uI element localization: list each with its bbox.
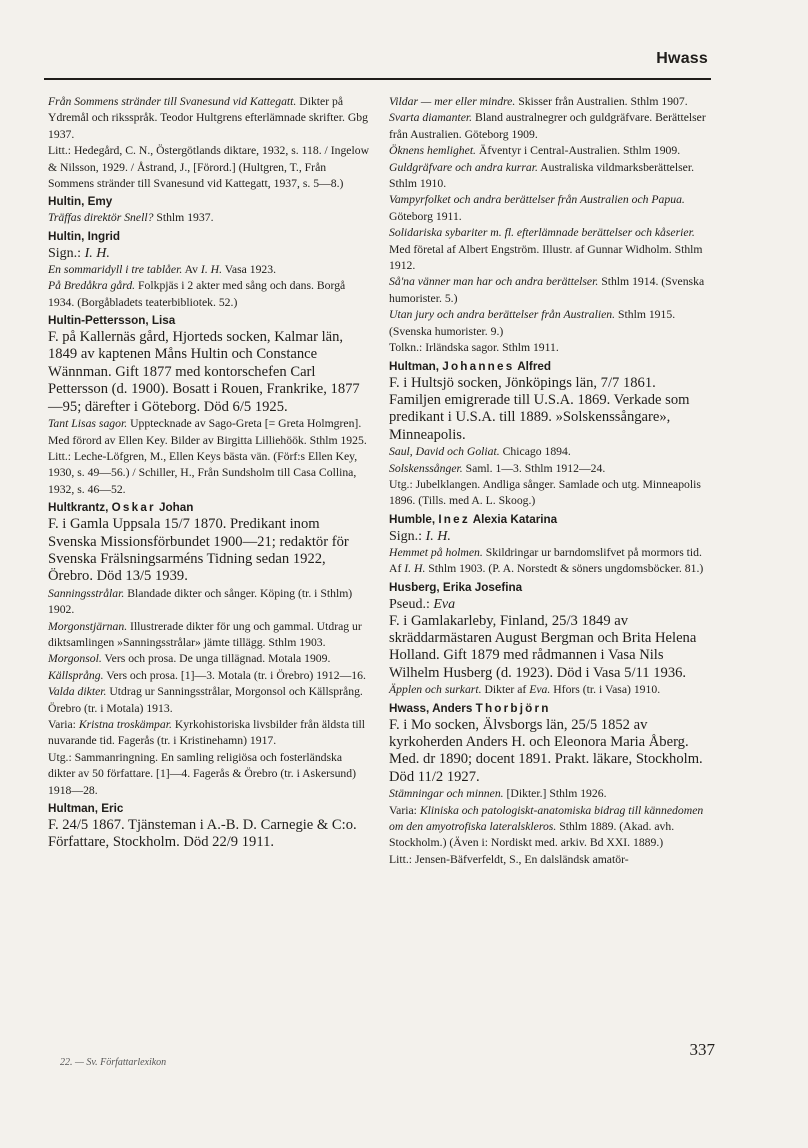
entry-name-hultin-ingrid: Hultin, Ingrid bbox=[48, 229, 121, 243]
work-title: Guldgräfvare och andra kurrar. bbox=[389, 160, 538, 174]
work-details: Skildringar ur barndomslifvet på mormors tid. Af bbox=[389, 545, 702, 576]
entry-name-hultman-eric: Hultman, Eric bbox=[48, 802, 124, 816]
work-title: Sanningsstrålar. bbox=[48, 586, 125, 600]
work-ref bbox=[48, 210, 370, 226]
biography: F. i Hultsjö socken, Jönköpings län, 7/7 1861. Familjen emigrerade till U.S.A. 1869. Verkade som predikant i U.S.A. till 1889. »Solskenssångare», Minneapolis. bbox=[389, 374, 690, 443]
work-title: Svarta diamanter. bbox=[389, 111, 473, 125]
work-title: Tant Lisas sagor. bbox=[48, 417, 128, 431]
work-title: Äpplen och surkart. bbox=[389, 683, 482, 697]
work-details: Blandade dikter och sånger. Köping (tr. i Sthlm) 1902. bbox=[48, 586, 353, 617]
surname: Humble, bbox=[389, 512, 439, 526]
work-title: Hemmet på holmen. bbox=[389, 545, 483, 559]
editor-ref: Utg.: Jubelklangen. Andliga sånger. Samlade och utg. Minneapolis 1896. (Tills. med A. L. Skoog.) bbox=[389, 477, 701, 508]
varia-label: Varia: bbox=[48, 718, 79, 731]
work-details: Sthlm 1915. (Svenska humorister. 9.) bbox=[389, 308, 676, 338]
sign-value: I. H. bbox=[425, 528, 451, 544]
work-ref bbox=[389, 192, 711, 225]
work-details: Sthlm 1937. bbox=[153, 211, 214, 225]
editor-ref: Utg.: Sammanringning. En samling religiösa och fosterländska dikter av 50 författare. [1]—4. Fagerås & Örebro (tr. i Askersund) 1918—28. bbox=[48, 750, 356, 797]
header-rule bbox=[44, 78, 711, 80]
left-column bbox=[48, 94, 370, 852]
work-title: Solidariska sybariter m. fl. efterlämnade berättelser och kåserier. bbox=[389, 226, 695, 240]
surname: Hultman, bbox=[389, 359, 443, 373]
work-details: Bland australnegrer och guldgräfvare. Berättelser från Australien. Göteborg 1909. bbox=[389, 111, 706, 141]
signature-line bbox=[48, 245, 370, 262]
middle-name: Alfred bbox=[514, 359, 552, 373]
entry-name-husberg: Husberg, Erika Josefina bbox=[389, 580, 523, 594]
author-sign: I. H. bbox=[404, 562, 426, 576]
work-details: Upptecknade av Sago-Greta [= Greta Holmgren]. Med förord av Ellen Key. Bilder av Birgitta Lilliehöök. Sthlm 1925. bbox=[48, 417, 367, 447]
work-ref bbox=[389, 545, 711, 578]
work-title: Vampyrfolket och andra berättelser från Australien och Papua. bbox=[389, 193, 685, 207]
biography: F. 24/5 1867. Tjänsteman i A.-B. D. Carnegie & C:o. Författare, Stockholm. Död 22/9 1911. bbox=[48, 817, 357, 851]
work-details: Sthlm 1914. (Svenska humorister. 5.) bbox=[389, 275, 705, 305]
work-details: Dikter på Ydremål och riksspråk. Teodor Hultgrens efterlämnade skrifter. Gbg 1937. bbox=[48, 95, 368, 141]
work-title: Utan jury och andra berättelser från Australien. bbox=[389, 308, 616, 322]
entry-name-humble bbox=[389, 511, 711, 528]
pseud-value: Eva bbox=[433, 596, 456, 612]
work-title: Morgonsol. bbox=[48, 652, 102, 666]
work-title: Källsprång. bbox=[48, 668, 104, 682]
surname: Hultkrantz, bbox=[48, 501, 112, 515]
given-name: Johannes bbox=[442, 359, 515, 373]
varia-label: Varia: bbox=[389, 803, 420, 817]
biography: F. på Kallernäs gård, Hjorteds socken, Kalmar län, 1849 av kaptenen Måns Hultin och Constance Wännman. Gift 1877 med kontorschefen Carl Pettersson (d. 1900). Bosatt i Rouen, Frankrike, 1877—95; därefter i Göteborg. Död 6/5 1925. bbox=[48, 329, 360, 415]
entry-name-hultin-emy: Hultin, Emy bbox=[48, 195, 113, 209]
entry-name-hultman-johannes bbox=[389, 358, 711, 375]
work-details: Dikter af bbox=[481, 683, 530, 697]
middle-name: Alexia Katarina bbox=[469, 512, 558, 526]
entry-name-hultkrantz bbox=[48, 499, 370, 516]
work-ref bbox=[389, 110, 711, 143]
work-ref bbox=[389, 274, 711, 307]
work-ref bbox=[389, 786, 711, 802]
translation-ref: Tolkn.: Irländska sagor. Sthlm 1911. bbox=[389, 341, 559, 355]
work-title: Stämningar och minnen. bbox=[389, 787, 504, 801]
entry-name-hwass bbox=[389, 700, 711, 717]
work-details: Utdrag ur Sanningsstrålar, Morgonsol och Källsprång. Örebro (tr. i Motala) 1913. bbox=[48, 685, 363, 715]
work-details: Sthlm 1889. (Akad. avh. Stockholm.) (Även i: Nordiskt med. arkiv. Bd XXI. 1889.) bbox=[389, 820, 675, 850]
entry-name-hultin-pettersson: Hultin-Pettersson, Lisa bbox=[48, 314, 176, 328]
work-title: Morgonstjärnan. bbox=[48, 619, 128, 633]
work-ref bbox=[389, 307, 711, 340]
work-ref bbox=[48, 668, 370, 684]
biography: F. i Mo socken, Älvsborgs län, 25/5 1852 av kyrkoherden Anders H. och Eleonora Maria Åberg. Med. dr 1890; docent 1891. Prakt. läkare, Stockholm. Död 11/2 1927. bbox=[389, 716, 703, 785]
signature-line bbox=[389, 528, 711, 545]
work-details: Saml. 1—3. Sthlm 1912—24. bbox=[462, 461, 606, 475]
literature-ref: Litt.: Jensen-Bäfverfeldt, S., En dalsländsk amatör- bbox=[389, 852, 629, 866]
work-ref bbox=[389, 225, 711, 274]
work-ref bbox=[48, 416, 370, 449]
work-details: Sthlm 1903. (P. A. Norstedt & söners ungdomsböcker. 81.) bbox=[425, 562, 704, 576]
work-ref bbox=[48, 717, 370, 750]
work-title: Så'na vänner man har och andra berättelser. bbox=[389, 275, 599, 289]
given-name: Oskar bbox=[111, 501, 156, 515]
work-ref bbox=[48, 619, 370, 652]
work-details: Med företal af Albert Engström. Illustr. af Gunnar Widholm. Sthlm 1912. bbox=[389, 242, 703, 273]
work-ref bbox=[48, 586, 370, 619]
work-ref bbox=[48, 684, 370, 717]
work-details: Skisser från Australien. Sthlm 1907. bbox=[515, 95, 688, 108]
work-details: Vers och prosa. [1]—3. Motala (tr. i Örebro) 1912—16. bbox=[103, 668, 366, 682]
work-title: Kliniska och patologiskt-anatomiska bidrag till kännedomen om den amyotrofiska lateralskleros. bbox=[389, 803, 704, 834]
work-ref bbox=[48, 651, 370, 667]
pseud-label: Pseud.: bbox=[389, 596, 434, 612]
work-ref bbox=[389, 461, 711, 477]
sign-label: Sign.: bbox=[389, 528, 426, 544]
sign-value: I. H. bbox=[84, 245, 110, 261]
work-details: [Dikter.] Sthlm 1926. bbox=[503, 787, 607, 801]
work-title: Öknens hemlighet. bbox=[389, 144, 476, 158]
biography: F. i Gamlakarleby, Finland, 25/3 1849 av skräddarmästaren August Bergman och Brita Helena Holland. Gift 1879 med rådmannen i Vasa Nils Wilhelm Husberg (d. 1923). Död i Vasa 5/11 1936. bbox=[389, 612, 697, 681]
work-title: Solskenssånger. bbox=[389, 461, 463, 475]
work-details: Vasa 1923. bbox=[222, 262, 277, 276]
work-ref bbox=[48, 278, 370, 311]
work-title: Vildar — mer eller mindre. bbox=[389, 95, 516, 108]
pseudonym-line bbox=[389, 596, 711, 613]
work-details: Chicago 1894. bbox=[499, 445, 571, 459]
work-details: Vers och prosa. De unga tillägnad. Motala 1909. bbox=[101, 652, 331, 666]
author-pseud: Eva. bbox=[529, 683, 551, 697]
author-sign: I. H. bbox=[200, 262, 223, 276]
literature-ref: Litt.: Leche-Löfgren, M., Ellen Keys bästa vän. (Förf:s Ellen Key, 1930, s. 49—56.) / Schiller, H., Från Sundsholm till Casa Collina, 1932, s. 46—52. bbox=[48, 449, 358, 496]
work-title: En sommaridyll i tre tablåer. bbox=[48, 262, 183, 276]
work-details: Illustrerade dikter för ung och gammal. Utdrag ur diktsamlingen »Sanningsstrålar» jämte tillägg. Sthlm 1903. bbox=[48, 619, 362, 649]
surname-given: Hwass, Anders bbox=[389, 701, 476, 715]
work-ref bbox=[389, 444, 711, 460]
work-details: Kyrkohistoriska livsbilder från äldsta till nuvarande tid. Fagerås (tr. i Kristinehamn) 1917. bbox=[48, 718, 366, 748]
sign-label: Sign.: bbox=[48, 245, 85, 261]
work-title: Från Sommens stränder till Svanesund vid Kattegatt. bbox=[48, 95, 297, 108]
work-details: Äfventyr i Central-Australien. Sthlm 1909. bbox=[475, 144, 681, 158]
page-number: 337 bbox=[689, 1040, 715, 1059]
work-details: Av bbox=[182, 262, 201, 276]
right-column bbox=[389, 94, 711, 868]
work-ref bbox=[389, 94, 711, 110]
given-name: Inez bbox=[438, 512, 470, 526]
middle-name: Johan bbox=[155, 501, 194, 515]
work-title: Valda dikter. bbox=[48, 685, 107, 699]
work-ref bbox=[48, 262, 370, 278]
work-title: På Bredåkra gård. bbox=[48, 279, 136, 293]
work-title: Träffas direktör Snell? bbox=[48, 211, 154, 225]
running-head: Hwass bbox=[656, 50, 708, 67]
work-ref bbox=[389, 160, 711, 193]
literature-ref: Litt.: Hedegård, C. N., Östergötlands diktare, 1932, s. 118. / Ingelow & Nilsson, 1929. / Åstrand, J., [Förord.] (Hultgren, T., Från Sommens stränder till Svanesund vid Kattegatt, 1937, s. 5—8.) bbox=[48, 144, 370, 191]
work-details: Hfors (tr. i Vasa) 1910. bbox=[550, 683, 661, 697]
work-ref bbox=[389, 682, 711, 698]
work-details: Göteborg 1911. bbox=[389, 209, 462, 223]
work-ref bbox=[389, 143, 711, 159]
entry-hultgren-continuation bbox=[48, 94, 370, 143]
work-details: Folkpjäs i 2 akter med sång och dans. Borgå 1934. (Borgåbladets teaterbibliotek. 52.) bbox=[48, 279, 346, 309]
footer-signature: 22. — Sv. Författarlexikon bbox=[60, 1057, 167, 1068]
work-ref bbox=[389, 803, 711, 852]
work-title: Kristna troskämpar. bbox=[78, 718, 172, 731]
work-details: Australiska vildmarksberättelser. Sthlm 1910. bbox=[389, 160, 695, 191]
middle-name: Thorbjörn bbox=[475, 701, 551, 715]
biography: F. i Gamla Uppsala 15/7 1870. Predikant inom Svenska Missionsförbundet 1900—21; redaktör för Svenska Frälsningsarméns Tidning sedan 1922, Örebro. Död 13/5 1939. bbox=[48, 516, 349, 585]
work-title: Saul, David och Goliat. bbox=[389, 445, 500, 459]
